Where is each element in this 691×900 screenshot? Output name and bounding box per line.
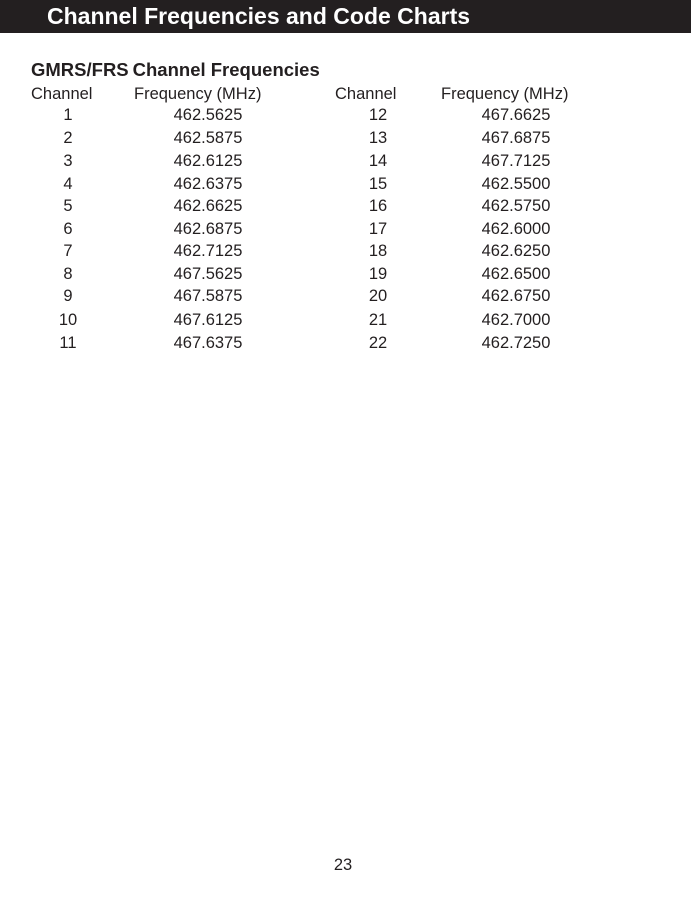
- channel-number-left: 11: [59, 334, 77, 352]
- section-title-service: GMRS/FRS: [31, 59, 129, 80]
- frequency-value-left: 467.5625: [173, 265, 243, 283]
- channel-number-left: 10: [58, 311, 78, 329]
- frequency-value-right: 462.6250: [481, 242, 551, 260]
- channel-number-left: 5: [63, 197, 73, 215]
- frequency-value-left: 467.6125: [173, 311, 243, 329]
- frequency-value-left: 462.6125: [173, 152, 243, 170]
- channel-number-right: 18: [368, 242, 388, 260]
- section-title-heading: Channel Frequencies: [132, 59, 320, 80]
- channel-number-left: 6: [63, 220, 73, 238]
- channel-number-right: 13: [368, 129, 388, 147]
- frequency-value-left: 467.6375: [173, 334, 243, 352]
- channel-number-right: 20: [368, 287, 388, 305]
- channel-number-left: 3: [63, 152, 73, 170]
- channel-number-left: 7: [63, 242, 73, 260]
- frequency-value-left: 462.6875: [173, 220, 243, 238]
- frequency-value-right: 467.6875: [481, 129, 551, 147]
- frequency-value-left: 462.6375: [173, 175, 243, 193]
- frequency-value-left: 467.5875: [173, 287, 243, 305]
- channel-number-right: 21: [368, 311, 388, 329]
- channel-number-left: 2: [63, 129, 73, 147]
- column-header-channel-right: Channel: [335, 85, 397, 103]
- channel-number-left: 8: [63, 265, 73, 283]
- page-number: 23: [333, 856, 353, 874]
- page-title: Channel Frequencies and Code Charts: [47, 3, 471, 29]
- channel-number-right: 17: [368, 220, 388, 238]
- frequency-value-left: 462.5625: [173, 106, 243, 124]
- channel-number-right: 16: [368, 197, 388, 215]
- frequency-value-right: 467.6625: [481, 106, 551, 124]
- channel-number-left: 1: [63, 106, 73, 124]
- frequency-value-right: 467.7125: [481, 152, 551, 170]
- column-header-channel-left: Channel: [31, 85, 93, 103]
- channel-number-left: 9: [63, 287, 73, 305]
- frequency-value-right: 462.6000: [481, 220, 551, 238]
- header-bar: [0, 0, 691, 33]
- column-header-frequency-left: Frequency (MHz): [134, 85, 262, 103]
- frequency-value-left: 462.7125: [173, 242, 243, 260]
- frequency-value-right: 462.6500: [481, 265, 551, 283]
- frequency-value-right: 462.5750: [481, 197, 551, 215]
- frequency-value-right: 462.7250: [481, 334, 551, 352]
- frequency-value-right: 462.7000: [481, 311, 551, 329]
- channel-number-left: 4: [63, 175, 73, 193]
- frequency-value-left: 462.5875: [173, 129, 243, 147]
- column-header-frequency-right: Frequency (MHz): [441, 85, 569, 103]
- channel-number-right: 22: [368, 334, 388, 352]
- frequency-value-right: 462.6750: [481, 287, 551, 305]
- frequency-value-right: 462.5500: [481, 175, 551, 193]
- channel-number-right: 19: [368, 265, 388, 283]
- channel-number-right: 15: [368, 175, 388, 193]
- frequency-value-left: 462.6625: [173, 197, 243, 215]
- channel-number-right: 12: [368, 106, 388, 124]
- section-title: [31, 59, 320, 81]
- channel-number-right: 14: [368, 152, 388, 170]
